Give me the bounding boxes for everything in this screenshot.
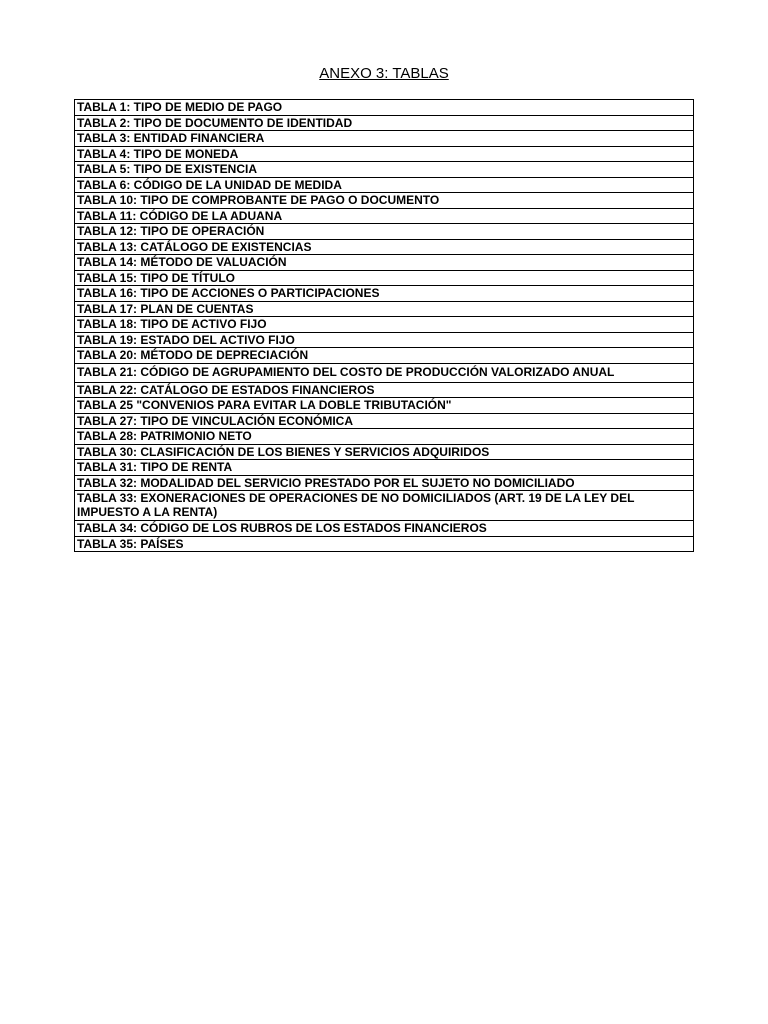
table-cell: TABLA 21: CÓDIGO DE AGRUPAMIENTO DEL COSTO DE PRODUCCIÓN VALORIZADO ANUAL [75,363,694,382]
table-row [75,286,694,302]
table-row [75,332,694,348]
table-cell: TABLA 15: TIPO DE TÍTULO [75,270,694,286]
table-row [75,348,694,364]
table-row [75,398,694,414]
table-cell: TABLA 4: TIPO DE MONEDA [75,146,694,162]
table-cell: TABLA 18: TIPO DE ACTIVO FIJO [75,317,694,333]
page-title: ANEXO 3: TABLAS [319,65,449,82]
table-row [75,224,694,240]
table-row [75,413,694,429]
table-cell: TABLA 19: ESTADO DEL ACTIVO FIJO [75,332,694,348]
table-cell: TABLA 10: TIPO DE COMPROBANTE DE PAGO O DOCUMENTO [75,193,694,209]
table-row [75,429,694,445]
table-cell: TABLA 12: TIPO DE OPERACIÓN [75,224,694,240]
table-row [75,255,694,271]
table-cell: TABLA 14: MÉTODO DE VALUACIÓN [75,255,694,271]
table-cell: TABLA 2: TIPO DE DOCUMENTO DE IDENTIDAD [75,115,694,131]
table-row [75,444,694,460]
table-row [75,382,694,398]
table-row [75,162,694,178]
table-row [75,317,694,333]
table-cell: TABLA 22: CATÁLOGO DE ESTADOS FINANCIEROS [75,382,694,398]
table-cell: TABLA 1: TIPO DE MEDIO DE PAGO [75,100,694,116]
tables-list [74,99,694,552]
table-cell: TABLA 27: TIPO DE VINCULACIÓN ECONÓMICA [75,413,694,429]
table-cell: TABLA 31: TIPO DE RENTA [75,460,694,476]
table-row [75,131,694,147]
table-row [75,301,694,317]
table-cell: TABLA 25 "CONVENIOS PARA EVITAR LA DOBLE TRIBUTACIÓN" [75,398,694,414]
table-row [75,536,694,552]
table-row [75,100,694,116]
table-row [75,208,694,224]
table-row [75,177,694,193]
table-row [75,521,694,537]
table-row [75,239,694,255]
table-row [75,270,694,286]
table-row [75,146,694,162]
table-cell: TABLA 34: CÓDIGO DE LOS RUBROS DE LOS ESTADOS FINANCIEROS [75,521,694,537]
table-cell: TABLA 6: CÓDIGO DE LA UNIDAD DE MEDIDA [75,177,694,193]
table-row [75,193,694,209]
table-row [75,475,694,491]
table-cell: TABLA 28: PATRIMONIO NETO [75,429,694,445]
table-cell: TABLA 35: PAÍSES [75,536,694,552]
table-cell: TABLA 32: MODALIDAD DEL SERVICIO PRESTADO POR EL SUJETO NO DOMICILIADO [75,475,694,491]
table-row [75,491,694,521]
table-row [75,363,694,382]
table-cell: TABLA 11: CÓDIGO DE LA ADUANA [75,208,694,224]
table-cell: TABLA 5: TIPO DE EXISTENCIA [75,162,694,178]
table-cell: TABLA 33: EXONERACIONES DE OPERACIONES DE NO DOMICILIADOS (ART. 19 DE LA LEY DEL IMPUESTO A LA RENTA) [75,491,694,521]
table-row [75,115,694,131]
table-cell: TABLA 20: MÉTODO DE DEPRECIACIÓN [75,348,694,364]
table-cell: TABLA 30: CLASIFICACIÓN DE LOS BIENES Y SERVICIOS ADQUIRIDOS [75,444,694,460]
table-cell: TABLA 13: CATÁLOGO DE EXISTENCIAS [75,239,694,255]
table-cell: TABLA 3: ENTIDAD FINANCIERA [75,131,694,147]
table-cell: TABLA 17: PLAN DE CUENTAS [75,301,694,317]
table-row [75,460,694,476]
table-cell: TABLA 16: TIPO DE ACCIONES O PARTICIPACIONES [75,286,694,302]
